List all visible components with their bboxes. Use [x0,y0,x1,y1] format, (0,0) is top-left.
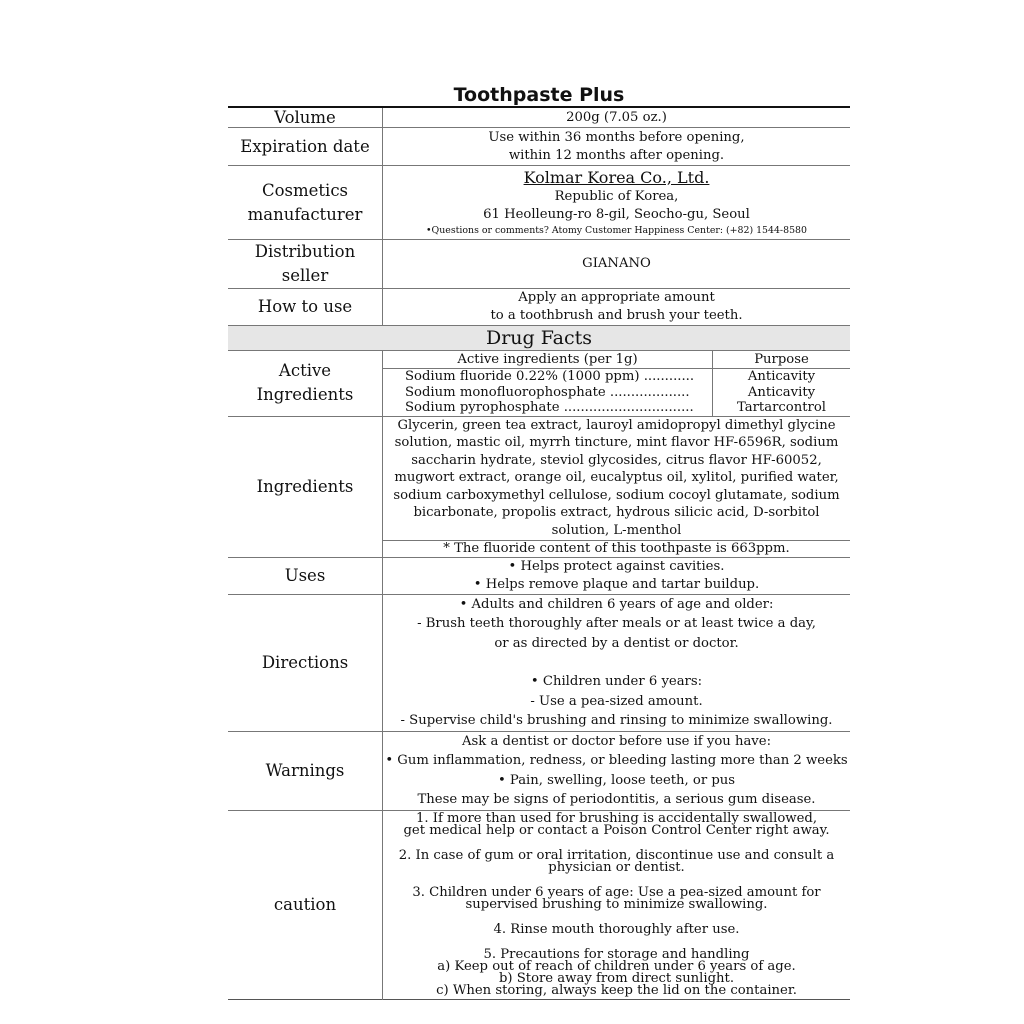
manufacturer-label-line: Cosmetics [261,180,349,200]
warnings-line: • Gum inflammation, redness, or bleeding lasting more than 2 weeks [385,753,848,769]
warnings-label: Warnings [228,731,383,810]
fluoride-note: * The fluoride content of this toothpaste is 663ppm. [383,540,850,557]
manufacturer-row [228,166,850,240]
active-ingredient-purpose: Anticavity [747,369,816,384]
purpose-header: Purpose [754,351,809,367]
manufacturer-label-line: manufacturer [247,204,363,224]
product-title: Toothpaste Plus [453,84,625,106]
product-label [228,82,850,1000]
caution-line: 3. Children under 6 years of age: Use a pea-sized amount for [412,884,821,900]
how-to-use-line: Apply an appropriate amount [518,290,715,305]
active-ingredient-purposes [713,369,851,416]
manufacturer-address-line: 61 Heolleung-ro 8-gil, Seocho-gu, Seoul [483,206,750,222]
warnings-line: • Pain, swelling, loose teeth, or pus [497,772,736,788]
directions-line: • Adults and children 6 years of age and older: [459,596,774,612]
manufacturer-label [228,166,383,240]
customer-contact: •Questions or comments? Atomy Customer Happiness Center: (+82) 1544-8580 [426,224,807,236]
manufacturer-value [383,166,851,240]
caution-line: physician or dentist. [548,859,685,875]
active-ingredients-cell [383,351,851,417]
active-label-line: Active [278,361,332,381]
caution-row [228,810,850,999]
volume-value: 200g (7.05 oz.) [566,109,667,125]
expiration-row [228,128,850,166]
drug-facts-heading: Drug Facts [228,326,850,351]
uses-line: • Helps protect against cavities. [508,558,725,574]
active-ingredient-purpose: Tartarcontrol [737,400,826,415]
expiration-label: Expiration date [228,128,383,166]
ingredients-row [228,416,850,557]
expiration-value [383,128,851,166]
ingredients-line: bicarbonate, propolis extract, hydrous silicic acid, D-sorbitol [413,505,820,521]
active-ingredients-label [228,351,383,417]
how-to-use-row [228,289,850,326]
ingredients-line: sodium carboxymethyl cellulose, sodium cocoyl glutamate, sodium [393,487,840,503]
caution-line: 4. Rinse mouth thoroughly after use. [493,921,740,937]
distribution-label [228,240,383,289]
ingredients-line: mugwort extract, orange oil, eucalyptus oil, xylitol, purified water, [394,470,839,486]
distribution-row [228,240,850,289]
directions-value [383,594,851,731]
ingredients-line: saccharin hydrate, steviol glycosides, citrus flavor HF-60052, [411,452,822,468]
how-to-use-value [383,289,851,326]
distribution-label-line: seller [281,266,329,285]
active-label-line: Ingredients [256,385,354,405]
expiration-line: Use within 36 months before opening, [488,129,745,145]
caution-line: get medical help or contact a Poison Control Center right away. [403,822,830,838]
expiration-line: within 12 months after opening. [508,147,725,163]
volume-label: Volume [228,107,383,128]
manufacturer-name: Kolmar Korea Co., Ltd. [523,167,710,187]
active-header-row [383,351,850,369]
active-ingredient-names [383,369,713,416]
ingredients-label: Ingredients [228,416,383,557]
how-to-use-label: How to use [228,289,383,326]
warnings-value [383,731,851,810]
uses-label: Uses [228,557,383,594]
directions-line: • Children under 6 years: [530,674,703,690]
active-ingredient-name: Sodium monofluorophosphate ................... [405,384,690,400]
ingredients-cell [383,416,851,557]
directions-line: - Use a pea-sized amount. [530,693,703,709]
caution-line: a) Keep out of reach of children under 6 years of age. [437,958,796,974]
directions-line: - Supervise child's brushing and rinsing to minimize swallowing. [400,713,833,729]
distribution-label-line: Distribution [254,242,356,261]
distribution-value: GIANANO [383,240,851,289]
how-to-use-line: to a toothbrush and brush your teeth. [490,308,743,323]
caution-line: 1. If more than used for brushing is accidentally swallowed, [415,810,818,826]
directions-line: or as directed by a dentist or doctor. [494,635,739,651]
directions-line: - Brush teeth thoroughly after meals or at least twice a day, [417,616,816,632]
active-ingredient-purpose: Anticavity [747,384,816,400]
active-ingredient-name: Sodium pyrophosphate ............................... [405,400,694,415]
warnings-row [228,731,850,810]
uses-value [383,557,851,594]
directions-label: Directions [228,594,383,731]
caution-line: c) When storing, always keep the lid on the container. [436,982,797,998]
volume-row [228,107,850,128]
warnings-line: Ask a dentist or doctor before use if you have: [461,733,772,749]
active-ingredients-row [228,351,850,417]
drug-facts-row [228,326,850,351]
ingredients-list [383,417,850,540]
product-info-table [228,106,850,1000]
caution-label: caution [228,810,383,999]
active-ingredients-header: Active ingredients (per 1g) [383,351,713,369]
caution-line: supervised brushing to minimize swallowing. [465,896,768,912]
caution-value [383,810,851,999]
active-body-row [383,369,850,416]
active-ingredients-table [383,351,850,416]
ingredients-line: solution, L-menthol [551,523,682,539]
uses-line: • Helps remove plaque and tartar buildup. [473,576,760,592]
warnings-line: These may be signs of periodontitis, a serious gum disease. [417,792,816,808]
active-ingredient-name: Sodium fluoride 0.22% (1000 ppm) ............ [405,369,695,384]
manufacturer-address-line: Republic of Korea, [554,188,679,204]
uses-row [228,557,850,594]
directions-row [228,594,850,731]
caution-line: 2. In case of gum or oral irritation, discontinue use and consult a [398,847,835,863]
ingredients-line: Glycerin, green tea extract, lauroyl amidopropyl dimethyl glycine [397,417,836,433]
caution-line: b) Store away from direct sunlight. [498,970,735,986]
ingredients-line: solution, mastic oil, myrrh tincture, mint flavor HF-6596R, sodium [394,435,839,451]
caution-line: 5. Precautions for storage and handling [483,946,750,962]
spacer [383,653,850,672]
